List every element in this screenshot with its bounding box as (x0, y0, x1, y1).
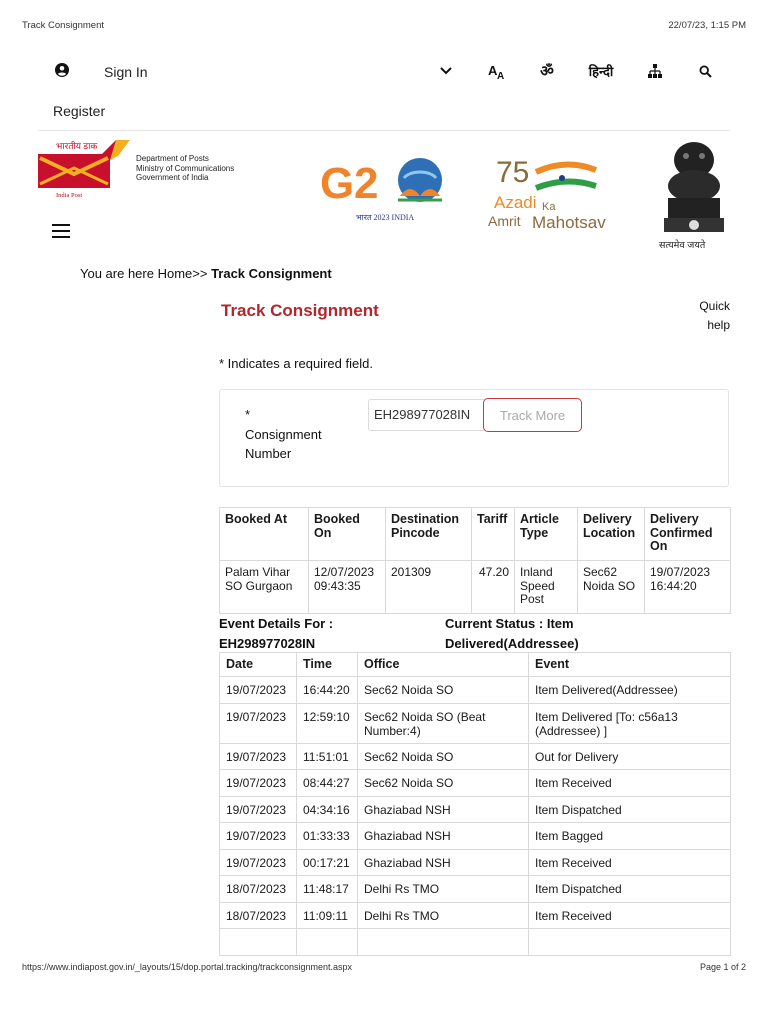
event-date: 19/07/2023 (220, 743, 297, 770)
current-status (445, 614, 579, 654)
azadi-ka-amrit-mahotsav-logo (486, 150, 636, 234)
event-row (220, 876, 731, 903)
event-time: 11:48:17 (297, 876, 358, 903)
breadcrumb (80, 266, 332, 281)
event-office: Sec62 Noida SO (358, 770, 529, 797)
event-description: Item Delivered [To: c56a13 (Addressee) ] (529, 703, 731, 743)
event-description: Item Bagged (529, 823, 731, 850)
event-details-number: EH298977028IN (219, 636, 316, 651)
g20-caption: भारत 2023 INDIA (356, 213, 415, 222)
event-row (220, 823, 731, 850)
track-more-button[interactable]: Track More (483, 398, 582, 432)
svg-text:A: A (497, 71, 505, 80)
svg-text:75: 75 (496, 156, 530, 189)
print-header (22, 20, 746, 32)
event-time (297, 929, 358, 956)
event-time: 08:44:27 (297, 770, 358, 797)
event-office: Sec62 Noida SO (358, 677, 529, 704)
quick-help-link[interactable]: Quick help (699, 299, 730, 332)
required-note: * Indicates a required field. (219, 356, 373, 371)
svg-text:Mahotsav: Mahotsav (532, 213, 606, 232)
booking-header: Article Type (515, 508, 578, 561)
event-date: 18/07/2023 (220, 902, 297, 929)
event-time: 00:17:21 (297, 849, 358, 876)
event-time: 04:34:16 (297, 796, 358, 823)
svg-text:2: 2 (354, 159, 379, 208)
event-date: 19/07/2023 (220, 823, 297, 850)
event-date: 19/07/2023 (220, 677, 297, 704)
booking-header: Delivery Confirmed On (645, 508, 731, 561)
event-details-label: Event Details For : (219, 616, 334, 631)
event-date: 19/07/2023 (220, 849, 297, 876)
booking-details-table (219, 507, 731, 614)
event-description: Item Delivered(Addressee) (529, 677, 731, 704)
event-date: 19/07/2023 (220, 770, 297, 797)
events-header: Office (358, 653, 529, 677)
print-datetime: 22/07/23, 1:15 PM (668, 20, 746, 31)
svg-text:G: G (320, 159, 355, 208)
booking-header-row (220, 508, 731, 561)
event-office: Delhi Rs TMO (358, 902, 529, 929)
sign-in-link[interactable]: Sign In (104, 64, 148, 80)
event-time: 11:09:11 (297, 902, 358, 929)
booking-header: Booked On (309, 508, 386, 561)
dop-line-3: Government of India (136, 173, 209, 182)
divider (38, 130, 730, 131)
event-office: Ghaziabad NSH (358, 823, 529, 850)
event-time: 11:51:01 (297, 743, 358, 770)
top-bar (52, 58, 730, 86)
emblem-caption: सत्यमेव जयते (659, 240, 706, 251)
dop-line-1: Department of Posts (136, 154, 209, 163)
event-row (220, 677, 731, 704)
hindi-language-link[interactable]: हिन्दी (588, 64, 614, 79)
current-status-value: Delivered(Addressee) (445, 636, 579, 651)
event-details-heading (219, 614, 333, 654)
logo-area (38, 136, 738, 258)
event-office: Sec62 Noida SO (Beat Number:4) (358, 703, 529, 743)
event-row (220, 849, 731, 876)
event-date: 19/07/2023 (220, 703, 297, 743)
breadcrumb-current: Track Consignment (211, 266, 332, 281)
event-time: 16:44:20 (297, 677, 358, 704)
event-description: Out for Delivery (529, 743, 731, 770)
events-header: Time (297, 653, 358, 677)
event-row (220, 902, 731, 929)
g20-logo (320, 152, 460, 228)
booking-cell: Inland Speed Post (515, 561, 578, 614)
current-status-label: Current Status : Item (445, 616, 574, 631)
dop-line-2: Ministry of Communications (136, 163, 235, 173)
print-title: Track Consignment (22, 20, 105, 31)
event-time: 01:33:33 (297, 823, 358, 850)
event-row (220, 929, 731, 956)
consignment-form (219, 389, 729, 487)
india-post-caption: India Post (56, 192, 83, 199)
event-date: 18/07/2023 (220, 876, 297, 903)
event-row (220, 703, 731, 743)
event-description (529, 929, 731, 956)
event-description: Item Received (529, 770, 731, 797)
event-description: Item Dispatched (529, 876, 731, 903)
booking-header: Booked At (220, 508, 309, 561)
booking-cell: Sec62 Noida SO (578, 561, 645, 614)
booking-cell: Palam Vihar SO Gurgaon (220, 561, 309, 614)
om-icon[interactable]: ॐ (540, 63, 554, 80)
consignment-label-text: Consignment Number (245, 426, 322, 461)
event-row (220, 743, 731, 770)
print-footer (22, 962, 746, 974)
search-icon[interactable] (697, 61, 713, 81)
font-size-icon[interactable] (488, 61, 508, 81)
hamburger-menu-icon[interactable] (52, 224, 70, 238)
event-office: Ghaziabad NSH (358, 849, 529, 876)
booking-cell: 19/07/2023 16:44:20 (645, 561, 731, 614)
booking-cell: 201309 (386, 561, 472, 614)
event-office (358, 929, 529, 956)
event-time: 12:59:10 (297, 703, 358, 743)
event-row (220, 796, 731, 823)
event-description: Item Dispatched (529, 796, 731, 823)
required-star: * (245, 407, 251, 422)
event-description: Item Received (529, 902, 731, 929)
sitemap-icon[interactable] (647, 61, 663, 81)
event-row (220, 770, 731, 797)
event-description: Item Received (529, 849, 731, 876)
svg-text:Azadi: Azadi (494, 193, 537, 212)
event-date (220, 929, 297, 956)
event-details-table (219, 652, 731, 956)
event-office: Delhi Rs TMO (358, 876, 529, 903)
print-url: https://www.indiapost.gov.in/_layouts/15/dop.portal.tracking/trackconsignment.aspx (22, 962, 353, 972)
national-emblem (654, 138, 734, 238)
user-icon[interactable] (55, 63, 69, 77)
event-office: Sec62 Noida SO (358, 743, 529, 770)
booking-header: Tariff (472, 508, 515, 561)
booking-cell: 47.20 (472, 561, 515, 614)
consignment-number-input[interactable]: EH298977028IN (368, 399, 484, 431)
register-link[interactable]: Register (53, 103, 106, 119)
chevron-down-icon[interactable] (438, 61, 454, 81)
booking-header: Delivery Location (578, 508, 645, 561)
consignment-number-label (245, 405, 355, 464)
booking-cell: 12/07/2023 09:43:35 (309, 561, 386, 614)
events-header-row (220, 653, 731, 677)
breadcrumb-prefix[interactable]: You are here Home>> (80, 266, 212, 281)
booking-row (220, 561, 731, 614)
dop-hindi-text: भारतीय डाक (56, 141, 98, 151)
india-post-logo[interactable] (38, 138, 130, 202)
event-office: Ghaziabad NSH (358, 796, 529, 823)
print-page-number: Page 1 of 2 (699, 962, 746, 972)
svg-text:Amrit: Amrit (488, 213, 521, 229)
events-header: Event (529, 653, 731, 677)
svg-text:Ka: Ka (542, 201, 556, 213)
svg-text:A: A (488, 63, 498, 78)
event-date: 19/07/2023 (220, 796, 297, 823)
booking-header: Destination Pincode (386, 508, 472, 561)
events-header: Date (220, 653, 297, 677)
dop-text (136, 154, 234, 183)
page-title: Track Consignment (221, 301, 379, 320)
